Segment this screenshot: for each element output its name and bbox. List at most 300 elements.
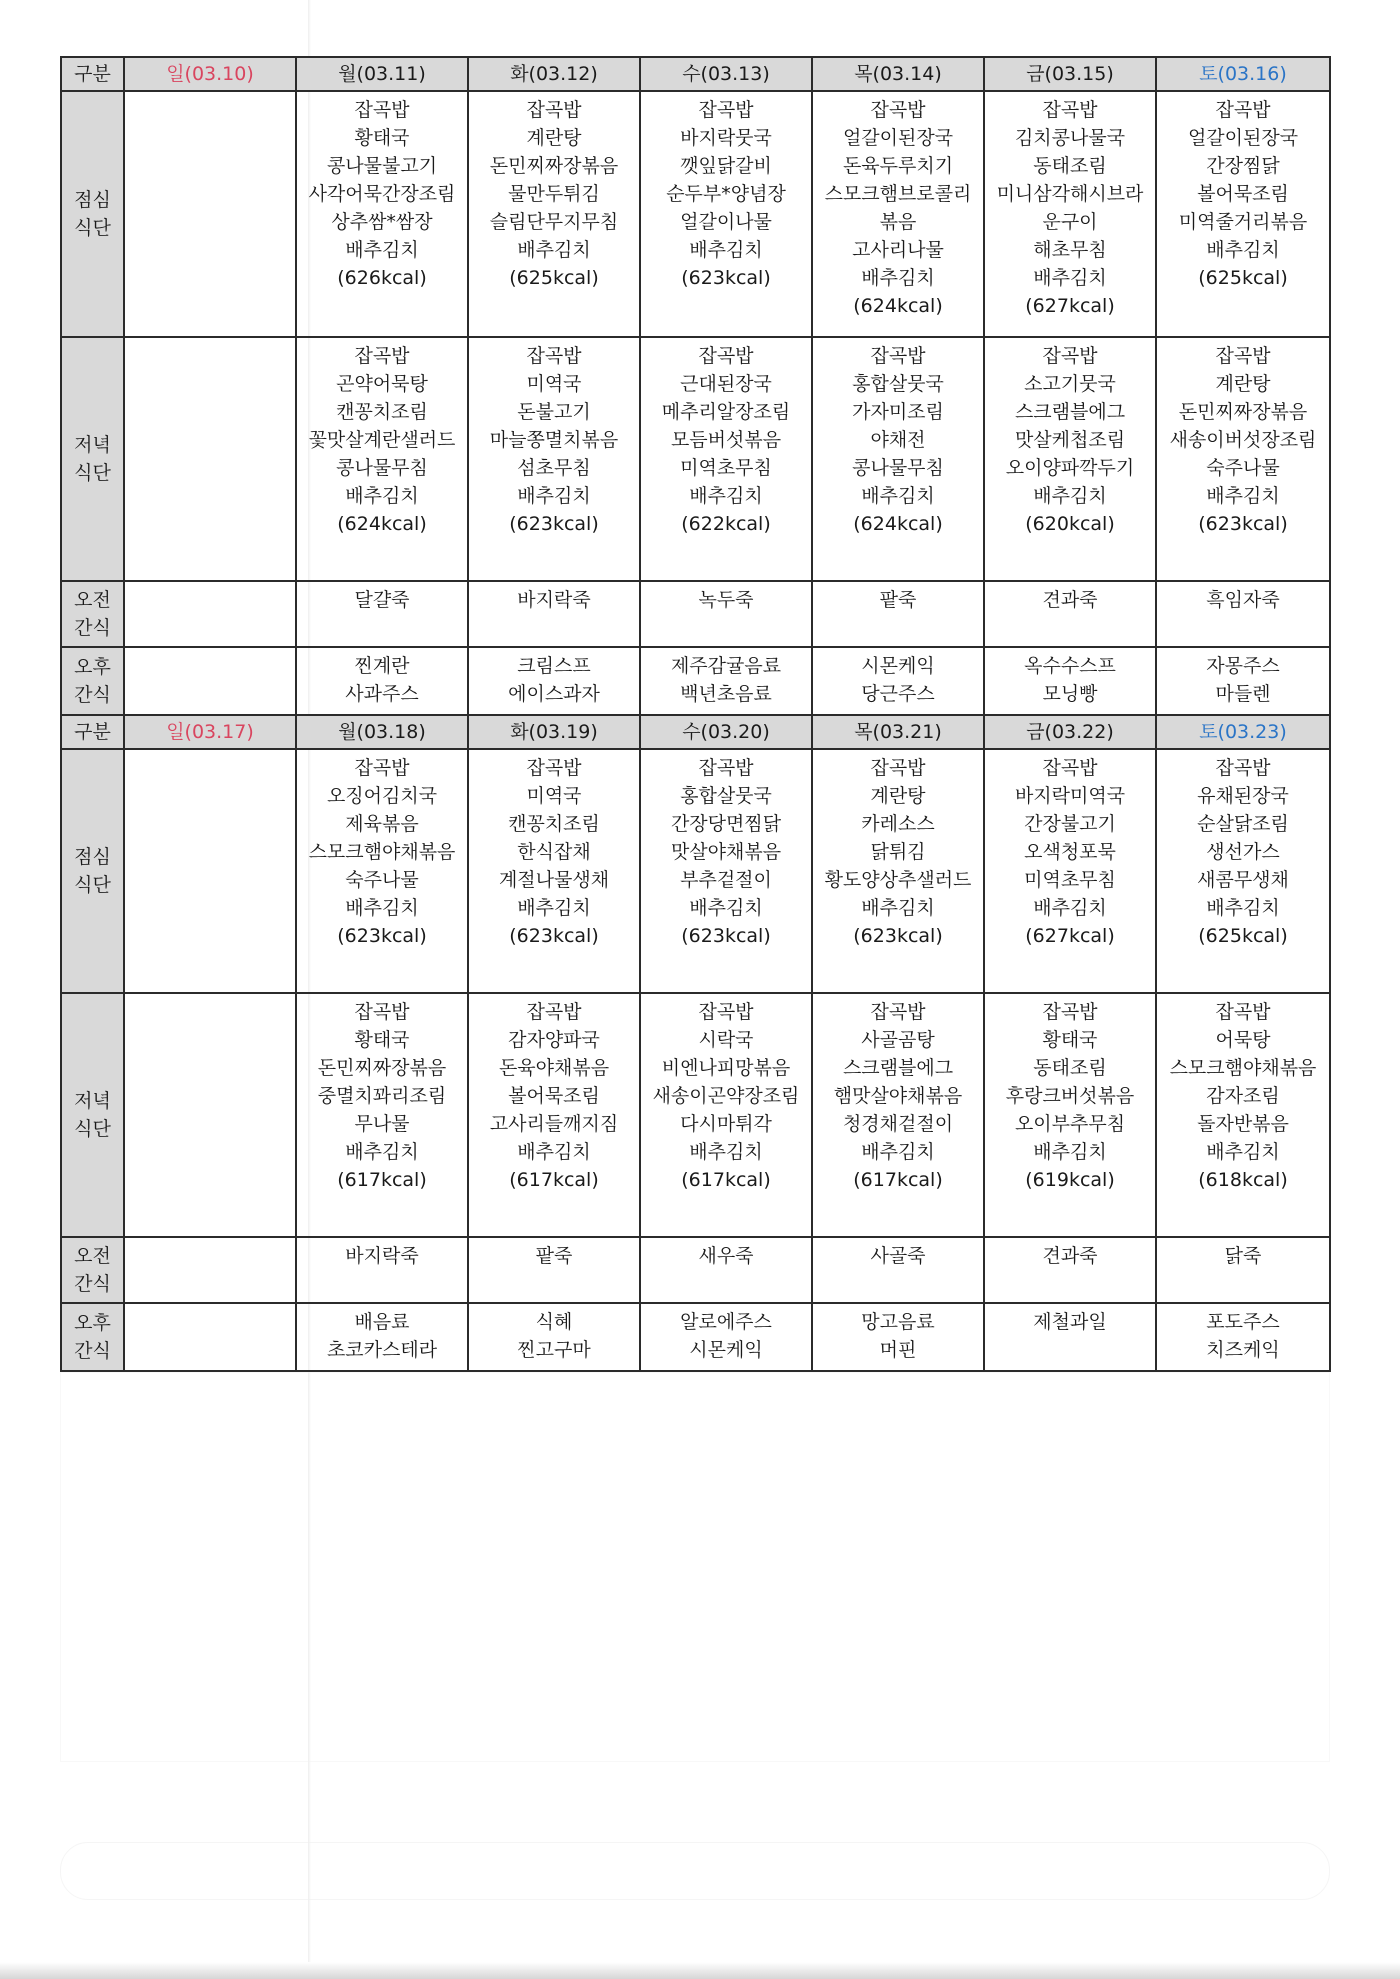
menu-item: 시락국 [698, 1029, 754, 1051]
menu-item: 간장당면찜닭 [670, 813, 782, 835]
menu-item: 돌자반볶음 [1197, 1113, 1289, 1135]
menu-cell [812, 993, 984, 1237]
menu-cell [468, 581, 640, 647]
menu-item: 잡곡밥 [698, 99, 754, 121]
menu-cell [640, 337, 812, 581]
menu-item: 배추김치 [689, 239, 763, 261]
menu-item: 사과주스 [345, 683, 419, 705]
menu-item: 잡곡밥 [1042, 757, 1098, 779]
menu-cell [984, 647, 1156, 715]
calorie-value: (622kcal) [681, 513, 771, 535]
menu-item: 섬초무침 [517, 457, 591, 479]
menu-item: 배추김치 [517, 897, 591, 919]
menu-item: 야채전 [870, 429, 926, 451]
menu-item: 메추리알장조림 [661, 401, 791, 423]
menu-cell [812, 1303, 984, 1371]
menu-item: 청경채겉절이 [842, 1113, 954, 1135]
menu-item: 배추김치 [345, 897, 419, 919]
menu-item: 돈민찌짜장볶음 [317, 1057, 447, 1079]
menu-item: 고사리나물 [852, 239, 944, 261]
menu-item: 다시마튀각 [680, 1113, 772, 1135]
menu-item: 순두부*양념장 [666, 183, 786, 205]
meal-row [61, 1237, 1330, 1303]
menu-item: 잡곡밥 [1215, 1001, 1271, 1023]
menu-item: 바지락미역국 [1014, 785, 1126, 807]
menu-item: 잡곡밥 [1215, 345, 1271, 367]
menu-item: 홍합살뭇국 [680, 785, 772, 807]
date-header-cell: 일(03.17) [124, 715, 296, 749]
menu-item: 고사리들깨지짐 [489, 1113, 619, 1135]
menu-item: 제주감귤음료 [670, 655, 782, 677]
menu-item: 잡곡밥 [1215, 99, 1271, 121]
menu-item: 돈육두루치기 [842, 155, 954, 177]
menu-item: 잡곡밥 [870, 1001, 926, 1023]
menu-item: 배추김치 [345, 485, 419, 507]
menu-item: 돈불고기 [517, 401, 591, 423]
menu-item: 사각어묵간장조림 [308, 183, 456, 205]
menu-cell [124, 993, 296, 1237]
calorie-value: (623kcal) [681, 267, 771, 289]
calorie-value: (623kcal) [509, 513, 599, 535]
menu-item: 캔꽁치조림 [508, 813, 600, 835]
menu-item: 후랑크버섯볶음 [1005, 1085, 1135, 1107]
date-header-cell: 토(03.23) [1156, 715, 1330, 749]
menu-item: 배추김치 [517, 485, 591, 507]
date-header-cell: 목(03.14) [812, 57, 984, 91]
menu-item: 얼갈이된장국 [842, 127, 954, 149]
menu-cell [812, 91, 984, 337]
meal-row [61, 993, 1330, 1237]
menu-item: 찐고구마 [517, 1339, 591, 1361]
calorie-value: (619kcal) [1025, 1169, 1115, 1191]
menu-item: 마들렌 [1215, 683, 1271, 705]
menu-item: 배추김치 [345, 1141, 419, 1163]
menu-item: 돈민찌짜장볶음 [489, 155, 619, 177]
calorie-value: (627kcal) [1025, 925, 1115, 947]
gubun-header-cell: 구분 [61, 57, 124, 91]
menu-item: 스모크햄야채볶음 [308, 841, 456, 863]
calorie-value: (623kcal) [509, 925, 599, 947]
meal-type-label-line: 오후 [74, 1312, 111, 1334]
menu-cell [468, 91, 640, 337]
meal-row [61, 91, 1330, 337]
date-header-cell: 화(03.12) [468, 57, 640, 91]
menu-cell [124, 337, 296, 581]
menu-item: 사골죽 [870, 1245, 926, 1267]
calorie-value: (617kcal) [853, 1169, 943, 1191]
menu-cell [1156, 1303, 1330, 1371]
menu-cell [124, 749, 296, 993]
menu-cell [296, 1303, 468, 1371]
menu-item: 잡곡밥 [870, 99, 926, 121]
menu-item: 배추김치 [689, 485, 763, 507]
menu-item: 자몽주스 [1206, 655, 1280, 677]
menu-cell [124, 1237, 296, 1303]
calorie-value: (618kcal) [1198, 1169, 1288, 1191]
menu-item: 숙주나물 [1206, 457, 1280, 479]
menu-item: 꽃맛살계란샐러드 [308, 429, 456, 451]
menu-item: 잡곡밥 [698, 757, 754, 779]
menu-cell [984, 993, 1156, 1237]
menu-item: 숙주나물 [345, 869, 419, 891]
menu-item: 식혜 [535, 1311, 573, 1333]
menu-item: 계란탕 [1215, 373, 1271, 395]
calorie-value: (624kcal) [853, 295, 943, 317]
menu-item: 소고기뭇국 [1024, 373, 1116, 395]
calorie-value: (625kcal) [1198, 925, 1288, 947]
menu-item: 캔꽁치조림 [336, 401, 428, 423]
menu-cell [296, 647, 468, 715]
menu-cell [1156, 1237, 1330, 1303]
menu-item: 볼어묵조림 [1197, 183, 1289, 205]
menu-item: 동태조림 [1033, 1057, 1107, 1079]
menu-cell [124, 647, 296, 715]
menu-item: 배음료 [354, 1311, 410, 1333]
date-header-cell: 목(03.21) [812, 715, 984, 749]
menu-item: 잡곡밥 [354, 345, 410, 367]
gubun-header-cell: 구분 [61, 715, 124, 749]
menu-item: 치즈케익 [1206, 1339, 1280, 1361]
menu-item: 찐계란 [354, 655, 410, 677]
menu-item: 유채된장국 [1197, 785, 1289, 807]
menu-item: 김치콩나물국 [1014, 127, 1126, 149]
menu-item: 스크램블에그 [1014, 401, 1126, 423]
bleed-through-banner [60, 1842, 1330, 1900]
menu-item: 바지락죽 [517, 589, 591, 611]
menu-item: 잡곡밥 [526, 757, 582, 779]
menu-cell [812, 337, 984, 581]
menu-cell [640, 581, 812, 647]
menu-item: 홍합살뭇국 [852, 373, 944, 395]
menu-item: 잡곡밥 [1042, 99, 1098, 121]
menu-item: 배추김치 [1206, 1141, 1280, 1163]
menu-cell [984, 1303, 1156, 1371]
date-header-cell: 수(03.13) [640, 57, 812, 91]
menu-cell [468, 337, 640, 581]
menu-item: 스모크햄야채볶음 [1169, 1057, 1317, 1079]
menu-item: 얼갈이된장국 [1187, 127, 1299, 149]
menu-item: 배추김치 [517, 239, 591, 261]
date-header-cell: 월(03.11) [296, 57, 468, 91]
date-header-cell: 수(03.20) [640, 715, 812, 749]
menu-cell [984, 337, 1156, 581]
meal-type-label-line: 오전 [74, 1245, 111, 1267]
menu-item: 새송이곤약장조림 [652, 1085, 800, 1107]
menu-item: 배추김치 [1033, 1141, 1107, 1163]
meal-type-label-line: 간식 [74, 684, 111, 706]
menu-item: 팥죽 [879, 589, 917, 611]
menu-item: 새우죽 [698, 1245, 754, 1267]
menu-item: 비엔나피망볶음 [661, 1057, 791, 1079]
menu-item: 당근주스 [861, 683, 935, 705]
menu-cell [124, 581, 296, 647]
calorie-value: (624kcal) [853, 513, 943, 535]
date-header-cell: 토(03.16) [1156, 57, 1330, 91]
calorie-value: (617kcal) [337, 1169, 427, 1191]
meal-type-label-line: 식단 [74, 462, 111, 484]
meal-type-label-line: 점심 [74, 846, 111, 868]
weekly-meal-menu-table [60, 56, 1331, 1372]
menu-cell [1156, 337, 1330, 581]
menu-item: 감자양파국 [508, 1029, 600, 1051]
menu-item: 마늘쫑멸치볶음 [489, 429, 619, 451]
date-header-cell: 금(03.15) [984, 57, 1156, 91]
menu-cell [984, 749, 1156, 993]
menu-item: 시몬케익 [861, 655, 935, 677]
calorie-value: (623kcal) [337, 925, 427, 947]
menu-item: 햄맛살야채볶음 [833, 1085, 963, 1107]
calorie-value: (624kcal) [337, 513, 427, 535]
menu-cell [468, 749, 640, 993]
menu-item: 백년초음료 [680, 683, 772, 705]
menu-item: 옥수수스프 [1024, 655, 1116, 677]
meal-row [61, 647, 1330, 715]
menu-item: 돈육야채볶음 [498, 1057, 610, 1079]
menu-item: 해초무침 [1033, 239, 1107, 261]
menu-item: 견과죽 [1042, 589, 1098, 611]
date-header-cell: 월(03.18) [296, 715, 468, 749]
menu-item: 맛살야채볶음 [670, 841, 782, 863]
calorie-value: (623kcal) [853, 925, 943, 947]
menu-item: 계절나물생채 [498, 869, 610, 891]
menu-item: 배추김치 [861, 485, 935, 507]
menu-cell [124, 1303, 296, 1371]
menu-item: 미니삼각해시브라운구이 [996, 183, 1144, 233]
menu-item: 배추김치 [1206, 485, 1280, 507]
menu-item: 바지락뭇국 [680, 127, 772, 149]
menu-cell [812, 749, 984, 993]
menu-item: 잡곡밥 [526, 1001, 582, 1023]
week-header-row [61, 57, 1330, 91]
menu-item: 계란탕 [870, 785, 926, 807]
meal-type-label [61, 749, 124, 993]
menu-item: 깻잎닭갈비 [680, 155, 772, 177]
calorie-value: (620kcal) [1025, 513, 1115, 535]
menu-item: 닭죽 [1224, 1245, 1262, 1267]
menu-item: 맛살케첩조림 [1014, 429, 1126, 451]
bleed-through-table [60, 1372, 1330, 1762]
menu-item: 잡곡밥 [698, 345, 754, 367]
menu-item: 알로에주스 [680, 1311, 772, 1333]
meal-row [61, 749, 1330, 993]
menu-item: 무나물 [354, 1113, 410, 1135]
menu-cell [468, 1303, 640, 1371]
meal-type-label-line: 오후 [74, 656, 111, 678]
menu-cell [124, 91, 296, 337]
menu-item: 녹두죽 [698, 589, 754, 611]
menu-item: 곤약어묵탕 [336, 373, 428, 395]
menu-table-body [61, 57, 1330, 1371]
menu-item: 오이부추무침 [1014, 1113, 1126, 1135]
menu-item: 견과죽 [1042, 1245, 1098, 1267]
menu-item: 얼갈이나물 [680, 211, 772, 233]
menu-item: 새콤무생채 [1197, 869, 1289, 891]
meal-type-label-line: 저녁 [74, 1090, 111, 1112]
menu-item: 중멸치꽈리조림 [317, 1085, 447, 1107]
menu-cell [812, 1237, 984, 1303]
calorie-value: (623kcal) [681, 925, 771, 947]
menu-item: 잡곡밥 [526, 345, 582, 367]
menu-item: 배추김치 [689, 1141, 763, 1163]
menu-item: 잡곡밥 [870, 757, 926, 779]
menu-item: 순살닭조림 [1197, 813, 1289, 835]
menu-cell [296, 749, 468, 993]
menu-item: 황태국 [1042, 1029, 1098, 1051]
menu-item: 잡곡밥 [1042, 1001, 1098, 1023]
menu-item: 볼어묵조림 [508, 1085, 600, 1107]
menu-item: 가자미조림 [852, 401, 944, 423]
menu-cell [640, 993, 812, 1237]
meal-type-label [61, 581, 124, 647]
menu-item: 초코카스테라 [326, 1339, 438, 1361]
menu-item: 콩나물불고기 [326, 155, 438, 177]
menu-item: 계란탕 [526, 127, 582, 149]
menu-item: 미역초무침 [1024, 869, 1116, 891]
menu-item: 오징어김치국 [326, 785, 438, 807]
menu-item: 스크램블에그 [842, 1057, 954, 1079]
menu-cell [468, 993, 640, 1237]
menu-item: 미역초무침 [680, 457, 772, 479]
menu-cell [640, 91, 812, 337]
menu-item: 닭튀김 [870, 841, 926, 863]
menu-cell [1156, 581, 1330, 647]
menu-item: 크림스프 [517, 655, 591, 677]
meal-type-label-line: 저녁 [74, 434, 111, 456]
menu-cell [984, 581, 1156, 647]
meal-type-label-line: 점심 [74, 189, 111, 211]
menu-item: 잡곡밥 [354, 1001, 410, 1023]
menu-item: 한식잡채 [517, 841, 591, 863]
menu-cell [640, 1237, 812, 1303]
calorie-value: (625kcal) [1198, 267, 1288, 289]
menu-item: 오색청포묵 [1024, 841, 1116, 863]
menu-item: 잡곡밥 [870, 345, 926, 367]
menu-item: 잡곡밥 [354, 757, 410, 779]
menu-cell [812, 581, 984, 647]
date-header-cell: 금(03.22) [984, 715, 1156, 749]
menu-cell [640, 647, 812, 715]
menu-item: 배추김치 [1206, 897, 1280, 919]
menu-item: 팥죽 [535, 1245, 573, 1267]
meal-type-label-line: 오전 [74, 589, 111, 611]
meal-type-label [61, 647, 124, 715]
menu-item: 시몬케익 [689, 1339, 763, 1361]
menu-item: 상추쌈*쌈장 [331, 211, 433, 233]
menu-item: 흑임자죽 [1206, 589, 1280, 611]
meal-type-label-line: 간식 [74, 617, 111, 639]
menu-item: 생선가스 [1206, 841, 1280, 863]
menu-item: 머핀 [879, 1339, 917, 1361]
menu-item: 망고음료 [861, 1311, 935, 1333]
menu-item: 미역국 [526, 785, 582, 807]
menu-item: 동태조림 [1033, 155, 1107, 177]
meal-row [61, 581, 1330, 647]
menu-item: 간장찜닭 [1206, 155, 1280, 177]
meal-row [61, 337, 1330, 581]
menu-item: 잡곡밥 [526, 99, 582, 121]
menu-cell [468, 647, 640, 715]
menu-item: 콩나물무침 [852, 457, 944, 479]
menu-cell [984, 91, 1156, 337]
calorie-value: (623kcal) [1198, 513, 1288, 535]
menu-cell [296, 581, 468, 647]
menu-cell [296, 337, 468, 581]
menu-cell [296, 1237, 468, 1303]
menu-item: 에이스과자 [508, 683, 600, 705]
calorie-value: (617kcal) [509, 1169, 599, 1191]
calorie-value: (626kcal) [337, 267, 427, 289]
date-header-cell: 일(03.10) [124, 57, 296, 91]
menu-item: 잡곡밥 [1215, 757, 1271, 779]
menu-item: 황태국 [354, 127, 410, 149]
menu-item: 근대된장국 [680, 373, 772, 395]
menu-item: 모닝빵 [1042, 683, 1098, 705]
menu-item: 감자조림 [1206, 1085, 1280, 1107]
menu-cell [640, 749, 812, 993]
menu-cell [640, 1303, 812, 1371]
menu-item: 제철과일 [1033, 1311, 1107, 1333]
menu-item: 배추김치 [345, 239, 419, 261]
menu-item: 배추김치 [1033, 897, 1107, 919]
meal-type-label-line: 간식 [74, 1273, 111, 1295]
menu-item: 콩나물무침 [336, 457, 428, 479]
menu-cell [296, 91, 468, 337]
menu-item: 제육볶음 [345, 813, 419, 835]
meal-type-label [61, 993, 124, 1237]
menu-item: 어묵탕 [1215, 1029, 1271, 1051]
menu-item: 스모크햄브로콜리볶음 [824, 183, 972, 233]
menu-cell [984, 1237, 1156, 1303]
menu-cell [468, 1237, 640, 1303]
scan-edge-shadow [0, 1962, 1400, 1979]
menu-item: 황태국 [354, 1029, 410, 1051]
menu-item: 돈민찌짜장볶음 [1178, 401, 1308, 423]
week-header-row [61, 715, 1330, 749]
menu-item: 배추김치 [1033, 485, 1107, 507]
menu-item: 부추겉절이 [680, 869, 772, 891]
menu-item: 미역국 [526, 373, 582, 395]
menu-item: 배추김치 [1206, 239, 1280, 261]
menu-item: 오이양파깍두기 [1005, 457, 1135, 479]
meal-type-label-line: 간식 [74, 1340, 111, 1362]
calorie-value: (617kcal) [681, 1169, 771, 1191]
menu-item: 물만두튀김 [508, 183, 600, 205]
meal-type-label-line: 식단 [74, 874, 111, 896]
menu-item: 간장불고기 [1024, 813, 1116, 835]
meal-row [61, 1303, 1330, 1371]
menu-item: 배추김치 [861, 267, 935, 289]
menu-item: 황도양상추샐러드 [824, 869, 972, 891]
menu-item: 배추김치 [517, 1141, 591, 1163]
calorie-value: (627kcal) [1025, 295, 1115, 317]
menu-cell [812, 647, 984, 715]
menu-item: 배추김치 [861, 1141, 935, 1163]
menu-item: 배추김치 [689, 897, 763, 919]
meal-type-label [61, 337, 124, 581]
menu-cell [1156, 647, 1330, 715]
menu-item: 바지락죽 [345, 1245, 419, 1267]
menu-item: 카레소스 [861, 813, 935, 835]
menu-item: 잡곡밥 [1042, 345, 1098, 367]
menu-item: 달걀죽 [354, 589, 410, 611]
calorie-value: (625kcal) [509, 267, 599, 289]
menu-item: 배추김치 [861, 897, 935, 919]
menu-item: 잡곡밥 [698, 1001, 754, 1023]
menu-cell [296, 993, 468, 1237]
meal-type-label [61, 91, 124, 337]
menu-cell [1156, 749, 1330, 993]
date-header-cell: 화(03.19) [468, 715, 640, 749]
